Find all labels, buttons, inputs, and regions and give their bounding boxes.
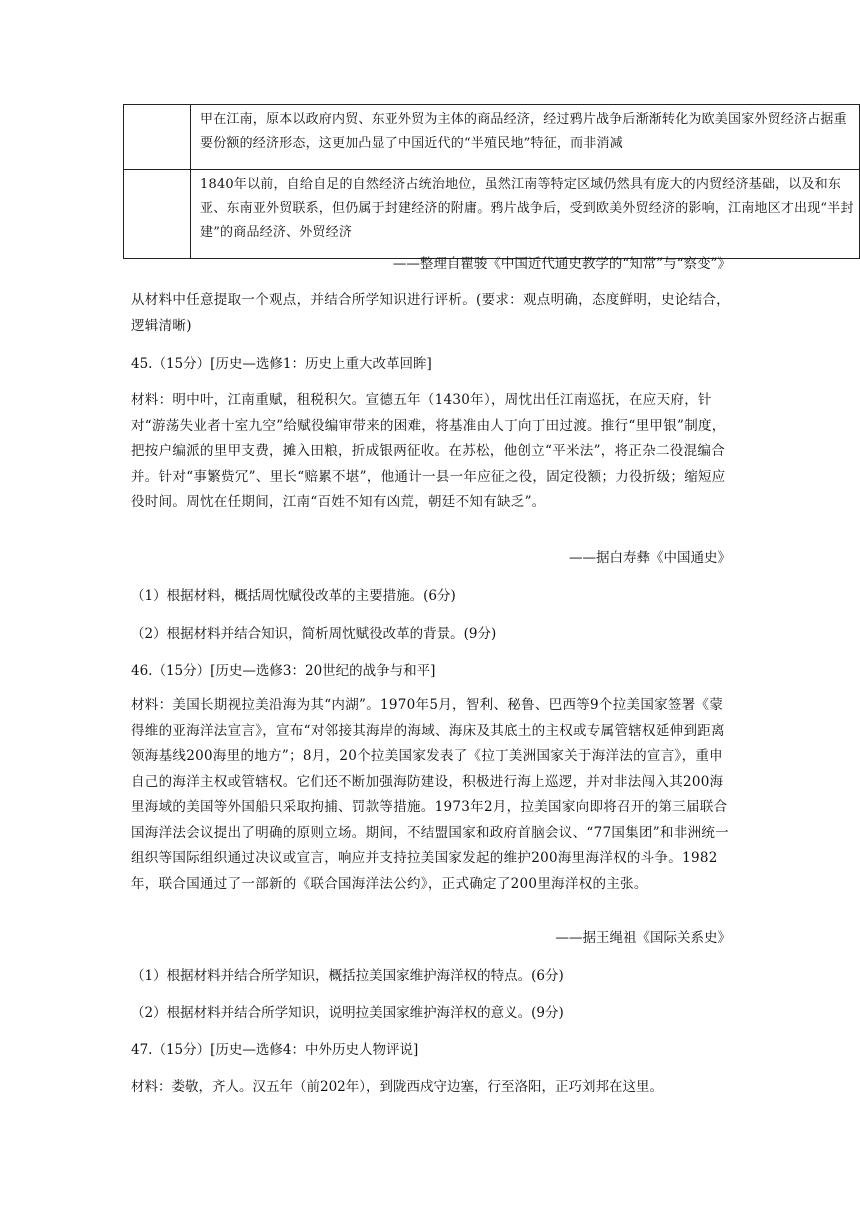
viewpoint-text: 甲在江南，原本以政府内贸、东亚外贸为主体的商品经济，经过鸦片战争后渐渐转化为欧美国家外贸经济占据重要份额的经济形态，这更加凸显了中国近代的“半殖民地”特征，而非消减: [200, 112, 847, 151]
q45-heading: 45.（15分）[历史—选修1：历史上重大改革回眸]: [131, 356, 432, 372]
q45-source: ——据白寿彝《中国通史》: [569, 550, 731, 566]
q46-source: ——据王绳祖《国际关系史》: [555, 930, 731, 946]
q44-prompt: 从材料中任意提取一个观点，并结合所学知识进行评析。(要求：观点明确，态度鲜明，史论结合，逻辑清晰): [131, 292, 730, 334]
table-text-cell: [191, 105, 860, 170]
q46-material: 材料：美国长期视拉美沿海为其“内湖”。1970年5月，智利、秘鲁、巴西等9个拉美国家签署《蒙得维的亚海洋法宣言》，宣布“对邻接其海岸的海域、海床及其底土的主权或专属管辖权延伸到距离领海基线200海里的地方”；8月，20个拉美国家发表了《拉丁美洲国家关于海洋法的宣言》，重申自己的海洋主权或管辖权。它们还不断加强海防建设，积极进行海上巡逻，并对非法闯入其200海里海域的美国等外国船只采取拘捕、罚款等措施。1973年2月，拉美国家向即将召开的第三届联合国海洋法会议提出了明确的原则立场。期间，不结盟国家和政府首脑会议、“77国集团”和非洲统一组织等国际组织通过决议或宣言，响应并支持拉美国家发起的维护200海里海洋权的斗争。1982年，联合国通过了一部新的《联合国海洋法公约》，正式确定了200里海洋权的主张。: [131, 697, 729, 892]
q44-source: ——整理自瞿骏《中国近代通史教学的“知常”与“察变”》: [392, 256, 731, 272]
table-row: [124, 170, 860, 259]
q45-sub2: （2）根据材料并结合知识，简析周忱赋役改革的背景。(9分): [131, 626, 497, 642]
viewpoint-table: [123, 104, 860, 259]
table-row: [124, 105, 860, 170]
table-label-cell: [124, 105, 191, 170]
q46-sub2: （2）根据材料并结合所学知识，说明拉美国家维护海洋权的意义。(9分): [131, 1005, 564, 1021]
q47-heading: 47.（15分）[历史—选修4：中外历史人物评说]: [131, 1042, 419, 1058]
q46-sub1: （1）根据材料并结合所学知识，概括拉美国家维护海洋权的特点。(6分): [131, 968, 564, 984]
q45-material: 材料：明中叶，江南重赋，租税积欠。宣德五年（1430年），周忱出任江南巡抚，在应天府，针对“游荡失业者十室九空”给赋役编审带来的困难，将基准由人丁向丁田过渡。推行“里甲银”制度，把按户编派的里甲支费，摊入田粮，折成银两征收。在苏松，他创立“平米法”，将正杂二役混编合并。针对“事繁赀冗”、里长“赔累不堪”，他通计一县一年应征之役，固定役额；力役折级；缩短应役时间。周忱在任期间，江南“百姓不知有凶荒，朝廷不知有缺乏”。: [131, 392, 726, 510]
q45-sub1: （1）根据材料，概括周忱赋役改革的主要措施。(6分): [131, 588, 456, 604]
viewpoint-text: 1840年以前，自给自足的自然经济占统治地位，虽然江南等特定区域仍然具有庞大的内贸经济基础，以及和东亚、东南亚外贸联系，但仍属于封建经济的附庸。鸦片战争后，受到欧美外贸经济的影响，江南地区才出现“半封建”的商品经济、外贸经济: [200, 177, 854, 240]
q47-material: 材料：娄敬，齐人。汉五年（前202年），到陇西戍守边塞，行至洛阳，正巧刘邦在这里。: [131, 1079, 664, 1095]
table-text-cell: [191, 170, 860, 259]
q46-heading: 46.（15分）[历史—选修3：20世纪的战争与和平]: [131, 663, 436, 679]
table-label-cell: [124, 170, 191, 259]
